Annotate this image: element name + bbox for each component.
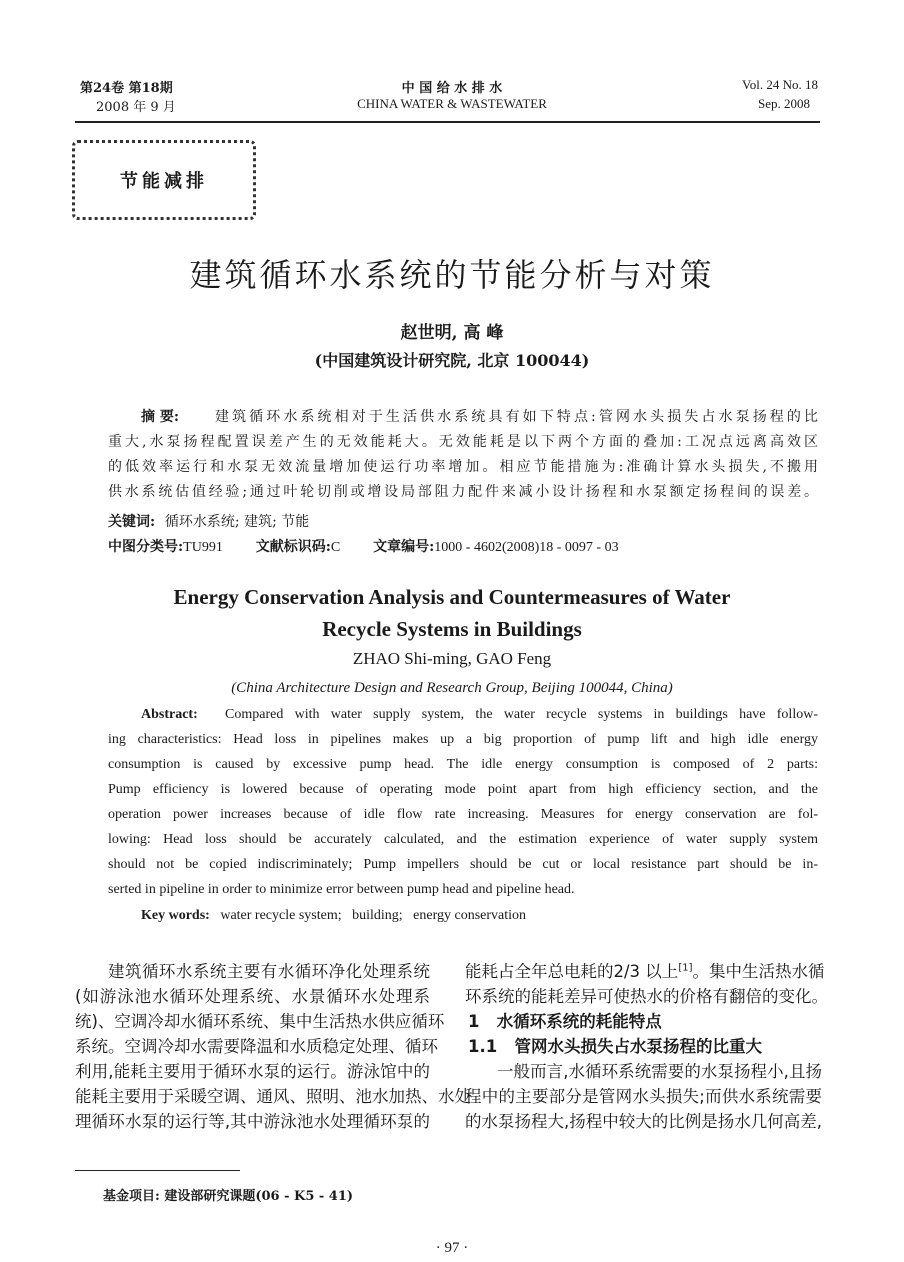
column-tag: 节能减排 (120, 171, 208, 192)
doc-code-label: 文献标识码: (255, 539, 331, 555)
body-text-line (465, 958, 825, 982)
abstract-en-line: Compared with water supply system, the water recycle systems in buildings have follow- (225, 707, 818, 722)
title-en-line1: Energy Conservation Analysis and Countermeasures of Water (173, 585, 731, 609)
date-cn: 2008 年 9 月 (96, 100, 176, 115)
body-text-line: 系统。空调冷却水需要降温和水质稳定处理、循环 (75, 1037, 438, 1056)
body-text-line: 建筑循环水系统主要有水循环净化处理系统 (108, 962, 430, 981)
section-heading-1-1: 1.1 管网水头损失占水泵扬程的比重大 (468, 1037, 762, 1056)
body-text-line: 利用,能耗主要用于循环水泵的运行。游泳馆中的 (75, 1062, 430, 1081)
body-text-line: 环系统的能耗差异可使热水的价格有翻倍的变化。 (465, 987, 828, 1006)
abstract-cn-line: 的低效率运行和水泵无效流量增加使运行功率增加。相应节能措施为:准确计算水头损失,不搬用 (108, 459, 818, 475)
header-rule (75, 121, 820, 123)
volume-issue-cn: 第24卷 第18期 (80, 81, 173, 96)
doc-code-value: C (330, 540, 341, 555)
classification-line (108, 536, 619, 556)
clc-value: TU991 (183, 540, 223, 555)
article-no-label: 文章编号: (373, 539, 435, 555)
clc-label: 中图分类号: (108, 539, 184, 555)
body-text-line: 统)、空调冷却水循环系统、集中生活热水供应循环 (75, 1012, 445, 1031)
citation-ref[interactable]: [1] (678, 962, 693, 974)
volume-issue-en: Vol. 24 No. 18 (742, 77, 818, 92)
authors-en: ZHAO Shi-ming, GAO Feng (352, 649, 552, 668)
abstract-en-line: consumption is caused by excessive pump head. The idle energy consumption is composed of 2 parts: (108, 757, 818, 772)
date-en: Sep. 2008 (758, 96, 810, 111)
footnote-rule (75, 1170, 240, 1171)
keywords-cn (108, 511, 309, 531)
abstract-cn-line: 重大,水泵扬程配置误差产生的无效能耗大。无效能耗是以下两个方面的叠加:工况点远离高效区 (108, 434, 818, 450)
abstract-en-line: Pump efficiency is lowered because of operating mode point apart from high efficiency section, and the (108, 782, 818, 797)
keywords-en (141, 908, 526, 924)
section-heading-1: 1 水循环系统的耗能特点 (468, 1012, 662, 1031)
affiliation-cn: (中国建筑设计研究院, 北京 100044) (314, 351, 590, 370)
affiliation-en: (China Architecture Design and Research Group, Beijing 100044, China) (231, 680, 673, 696)
abstract-cn-line: 建筑循环水系统相对于生活供水系统具有如下特点:管网水头损失占水泵扬程的比 (215, 409, 818, 425)
body-text-line: 一般而言,水循环系统需要的水泵扬程小,且扬 (497, 1062, 822, 1081)
abstract-en-line: ing characteristics: Head loss in pipelines makes up a big proportion of pump lift and high idle energy (108, 732, 818, 747)
article-no-value: 1000 - 4602(2008)18 - 0097 - 03 (434, 540, 619, 555)
abstract-en-line: operation power increases because of idle flow rate increasing. Measures for energy conservation are fol- (108, 807, 818, 822)
abstract-en-line: serted in pipeline in order to minimize error between pump head and pipeline head. (108, 882, 575, 897)
body-text-line: 理循环水泵的运行等,其中游泳池水处理循环泵的 (75, 1112, 430, 1131)
page-number: · 97 · (435, 1240, 469, 1256)
body-text: 能耗占全年总电耗的2/3 以上 (465, 962, 679, 981)
abstract-cn-line: 供水系统估值经验;通过叶轮切削或增设局部阻力配件来减小设计扬程和水泵额定扬程间的误差。 (108, 484, 818, 500)
abstract-cn-label: 摘 要: (141, 409, 180, 425)
abstract-en-line: lowing: Head loss should be accurately calculated, and the estimation experience of water supply system (108, 832, 818, 847)
keywords-value: 循环水系统; 建筑; 节能 (164, 514, 310, 530)
title-en-line2: Recycle Systems in Buildings (322, 617, 582, 641)
title-cn: 建筑循环水系统的节能分析与对策 (189, 256, 715, 294)
journal-title-cn: 中 国 给 水 排 水 (401, 81, 503, 96)
abstract-en-label: Abstract: (141, 707, 198, 722)
body-text-line: (如游泳池水循环处理系统、水景循环水处理系 (75, 987, 430, 1006)
journal-title-en: CHINA WATER & WASTEWATER (357, 96, 547, 111)
body-text: 。集中生活热水循 (692, 962, 825, 981)
abstract-en-line: should not be copied indiscriminately; Pump impellers should be cut or local resistance part should be in- (108, 857, 818, 872)
column-tag-box (72, 140, 256, 220)
keywords-label: 关键词: (108, 514, 156, 530)
body-text-line: 的水泵扬程大,扬程中较大的比例是扬水几何高差, (465, 1112, 822, 1131)
body-text-line: 能耗主要用于采暖空调、通风、照明、池水加热、水处 (75, 1087, 471, 1106)
keywords-en-value: water recycle system; building; energy conservation (220, 908, 527, 923)
footnote-funding: 基金项目: 建设部研究课题(06 - K5 - 41) (103, 1189, 354, 1204)
body-text-line: 程中的主要部分是管网水头损失;而供水系统需要 (465, 1087, 822, 1106)
keywords-en-label: Key words: (141, 908, 210, 923)
authors-cn: 赵世明, 高 峰 (400, 323, 504, 343)
